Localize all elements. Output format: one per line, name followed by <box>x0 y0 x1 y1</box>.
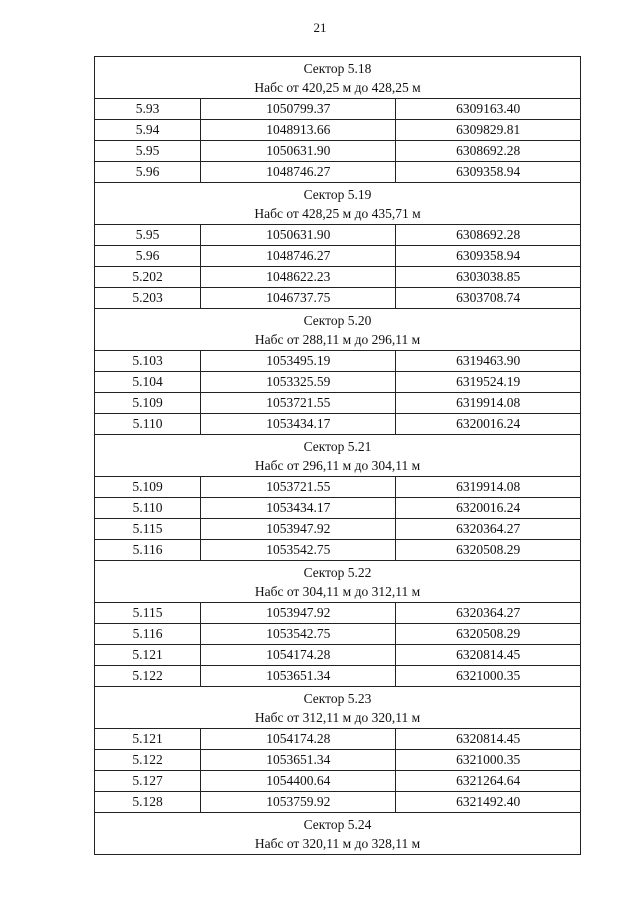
coordinate-x-cell: 1048913.66 <box>201 120 396 141</box>
coordinate-x-cell: 1053947.92 <box>201 603 396 624</box>
sector-header-cell <box>95 561 581 603</box>
sector-header-row <box>95 309 581 351</box>
coordinate-y-cell: 6321492.40 <box>396 792 581 813</box>
coordinate-y-cell: 6309163.40 <box>396 99 581 120</box>
point-number-cell: 5.121 <box>95 645 201 666</box>
sector-header-cell <box>95 687 581 729</box>
sector-header-cell <box>95 435 581 477</box>
coordinate-x-cell: 1053651.34 <box>201 750 396 771</box>
coordinate-y-cell: 6319463.90 <box>396 351 581 372</box>
coordinate-y-cell: 6319914.08 <box>396 393 581 414</box>
coordinate-y-cell: 6319524.19 <box>396 372 581 393</box>
sector-title: Сектор 5.23 <box>303 691 372 706</box>
coordinate-y-cell: 6303708.74 <box>396 288 581 309</box>
table-row <box>95 624 581 645</box>
point-number-cell: 5.116 <box>95 540 201 561</box>
coordinate-x-cell: 1054174.28 <box>201 645 396 666</box>
coordinate-x-cell: 1046737.75 <box>201 288 396 309</box>
table-row <box>95 477 581 498</box>
point-number-cell: 5.109 <box>95 393 201 414</box>
table-row <box>95 162 581 183</box>
sector-coordinates-table <box>94 56 581 855</box>
table-row <box>95 351 581 372</box>
coordinate-x-cell: 1050799.37 <box>201 99 396 120</box>
point-number-cell: 5.104 <box>95 372 201 393</box>
coordinate-y-cell: 6309829.81 <box>396 120 581 141</box>
coordinate-x-cell: 1053325.59 <box>201 372 396 393</box>
sector-header-row <box>95 561 581 603</box>
table-row <box>95 99 581 120</box>
coordinate-x-cell: 1053434.17 <box>201 414 396 435</box>
coordinate-x-cell: 1053651.34 <box>201 666 396 687</box>
page-number: 21 <box>313 20 327 35</box>
coordinate-y-cell: 6320364.27 <box>396 519 581 540</box>
coordinate-y-cell: 6308692.28 <box>396 225 581 246</box>
coordinate-x-cell: 1054400.64 <box>201 771 396 792</box>
coordinate-y-cell: 6320508.29 <box>396 540 581 561</box>
table-row <box>95 372 581 393</box>
coordinate-x-cell: 1048746.27 <box>201 246 396 267</box>
coordinate-y-cell: 6320364.27 <box>396 603 581 624</box>
table-row <box>95 414 581 435</box>
point-number-cell: 5.94 <box>95 120 201 141</box>
point-number-cell: 5.96 <box>95 246 201 267</box>
table-row <box>95 645 581 666</box>
coordinate-y-cell: 6303038.85 <box>396 267 581 288</box>
sector-header-row <box>95 813 581 855</box>
table-row <box>95 729 581 750</box>
table-body <box>95 57 581 855</box>
point-number-cell: 5.95 <box>95 141 201 162</box>
sector-title: Сектор 5.20 <box>303 313 372 328</box>
coordinate-y-cell: 6321000.35 <box>396 666 581 687</box>
sector-header-cell <box>95 183 581 225</box>
coordinate-x-cell: 1053542.75 <box>201 540 396 561</box>
coordinate-y-cell: 6319914.08 <box>396 477 581 498</box>
sector-height-range: Набс от 304,11 м до 312,11 м <box>254 584 421 599</box>
sector-height-range: Набс от 428,25 м до 435,71 м <box>254 206 421 221</box>
coordinate-y-cell: 6309358.94 <box>396 162 581 183</box>
table-row <box>95 540 581 561</box>
table-row <box>95 141 581 162</box>
coordinate-x-cell: 1053721.55 <box>201 477 396 498</box>
table-row <box>95 225 581 246</box>
coordinate-x-cell: 1053542.75 <box>201 624 396 645</box>
coordinate-x-cell: 1053721.55 <box>201 393 396 414</box>
sector-height-range: Набс от 312,11 м до 320,11 м <box>254 710 421 725</box>
coordinate-y-cell: 6321264.64 <box>396 771 581 792</box>
sector-title: Сектор 5.24 <box>303 817 372 832</box>
coordinate-y-cell: 6320508.29 <box>396 624 581 645</box>
sector-header-cell <box>95 813 581 855</box>
point-number-cell: 5.103 <box>95 351 201 372</box>
coordinate-y-cell: 6320814.45 <box>396 729 581 750</box>
point-number-cell: 5.95 <box>95 225 201 246</box>
sector-height-range: Набс от 320,11 м до 328,11 м <box>254 836 421 851</box>
coordinate-x-cell: 1053434.17 <box>201 498 396 519</box>
sector-height-range: Набс от 296,11 м до 304,11 м <box>254 458 421 473</box>
coordinate-y-cell: 6308692.28 <box>396 141 581 162</box>
point-number-cell: 5.96 <box>95 162 201 183</box>
table-row <box>95 792 581 813</box>
coordinate-y-cell: 6320016.24 <box>396 498 581 519</box>
point-number-cell: 5.116 <box>95 624 201 645</box>
point-number-cell: 5.115 <box>95 519 201 540</box>
sector-height-range: Набс от 288,11 м до 296,11 м <box>254 332 421 347</box>
table-row <box>95 393 581 414</box>
sector-title: Сектор 5.18 <box>303 61 372 76</box>
point-number-cell: 5.109 <box>95 477 201 498</box>
table-row <box>95 267 581 288</box>
coordinate-y-cell: 6321000.35 <box>396 750 581 771</box>
point-number-cell: 5.110 <box>95 414 201 435</box>
coordinate-x-cell: 1048746.27 <box>201 162 396 183</box>
table-row <box>95 519 581 540</box>
coordinate-x-cell: 1053495.19 <box>201 351 396 372</box>
point-number-cell: 5.121 <box>95 729 201 750</box>
table-row <box>95 246 581 267</box>
table-row <box>95 771 581 792</box>
coordinate-y-cell: 6320016.24 <box>396 414 581 435</box>
point-number-cell: 5.93 <box>95 99 201 120</box>
coordinate-y-cell: 6320814.45 <box>396 645 581 666</box>
sector-header-cell <box>95 57 581 99</box>
sector-height-range: Набс от 420,25 м до 428,25 м <box>254 80 421 95</box>
table-row <box>95 498 581 519</box>
sector-title: Сектор 5.21 <box>303 439 372 454</box>
coordinate-y-cell: 6309358.94 <box>396 246 581 267</box>
point-number-cell: 5.128 <box>95 792 201 813</box>
sector-header-row <box>95 57 581 99</box>
coordinate-x-cell: 1054174.28 <box>201 729 396 750</box>
point-number-cell: 5.202 <box>95 267 201 288</box>
coordinate-x-cell: 1053947.92 <box>201 519 396 540</box>
coordinate-x-cell: 1048622.23 <box>201 267 396 288</box>
table-row <box>95 666 581 687</box>
sector-header-row <box>95 183 581 225</box>
point-number-cell: 5.127 <box>95 771 201 792</box>
sector-title: Сектор 5.22 <box>303 565 372 580</box>
point-number-cell: 5.115 <box>95 603 201 624</box>
sector-header-cell <box>95 309 581 351</box>
coordinate-x-cell: 1053759.92 <box>201 792 396 813</box>
point-number-cell: 5.122 <box>95 666 201 687</box>
table-row <box>95 750 581 771</box>
point-number-cell: 5.122 <box>95 750 201 771</box>
sector-header-row <box>95 435 581 477</box>
table-row <box>95 120 581 141</box>
table-row <box>95 288 581 309</box>
sector-header-row <box>95 687 581 729</box>
point-number-cell: 5.203 <box>95 288 201 309</box>
coordinate-x-cell: 1050631.90 <box>201 141 396 162</box>
coordinate-x-cell: 1050631.90 <box>201 225 396 246</box>
table-row <box>95 603 581 624</box>
point-number-cell: 5.110 <box>95 498 201 519</box>
sector-title: Сектор 5.19 <box>303 187 372 202</box>
